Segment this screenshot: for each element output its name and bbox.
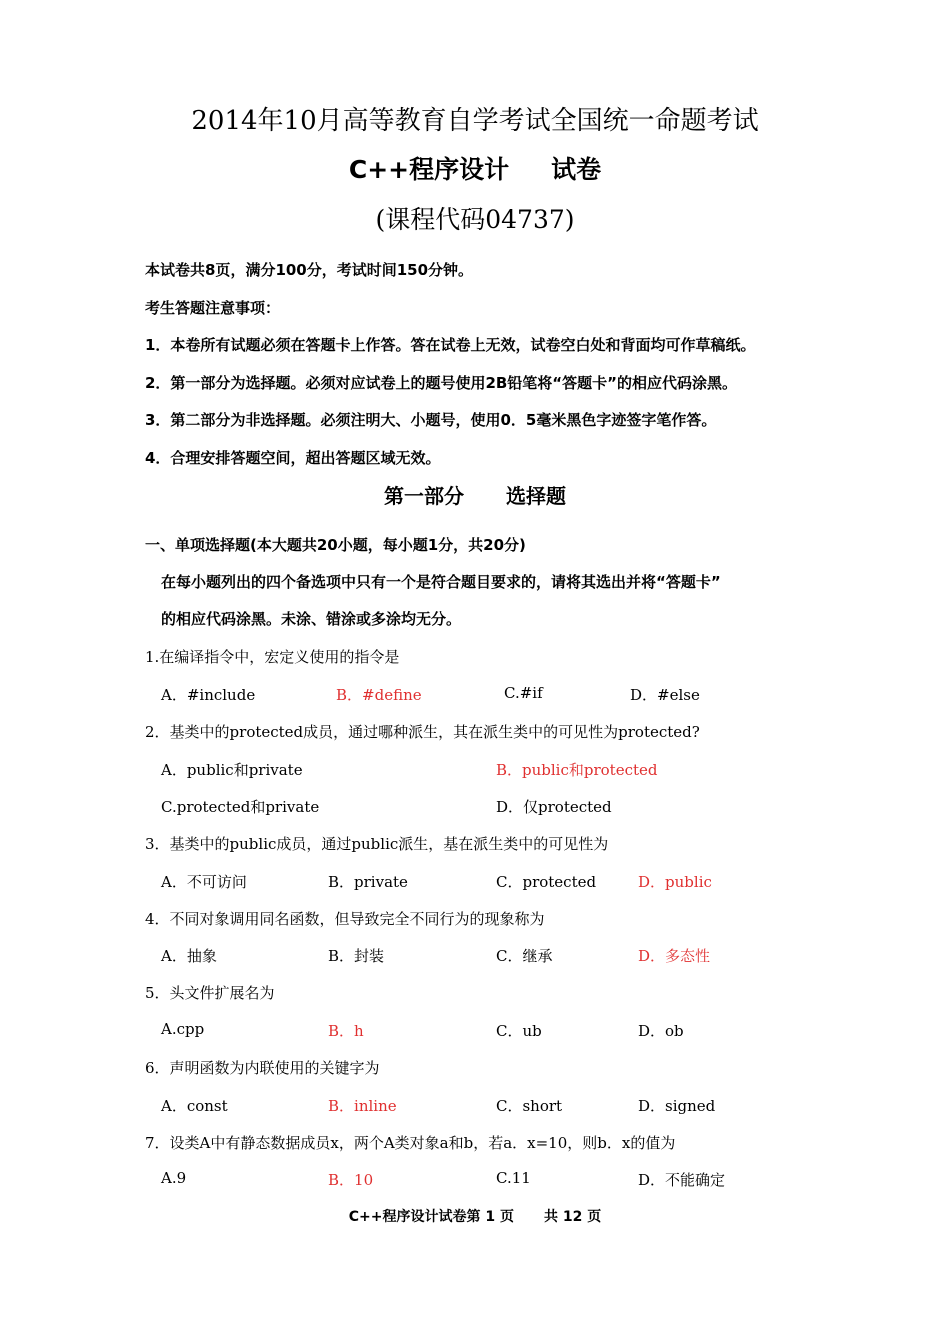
question-6-option-a: A．const xyxy=(161,1097,228,1115)
question-5-stem: 5．头文件扩展名为 xyxy=(145,984,275,1002)
question-4-stem: 4．不同对象调用同名函数，但导致完全不同行为的现象称为 xyxy=(145,910,545,928)
question-6-option-d: D．signed xyxy=(638,1097,716,1115)
question-1-option-a: A．#include xyxy=(161,686,256,704)
question-5-option-c: C．ub xyxy=(496,1022,542,1040)
section-title: 一、单项选择题(本大题共20小题，每小题1分，共20分) xyxy=(145,536,526,554)
exam-summary: 本试卷共8页，满分100分，考试时间150分钟。 xyxy=(145,261,474,279)
section-desc-line-1: 在每小题列出的四个备选项中只有一个是符合题目要求的，请将其选出并将“答题卡” xyxy=(161,573,721,591)
question-6-option-c: C．short xyxy=(496,1097,563,1115)
question-2-stem: 2．基类中的protected成员，通过哪种派生，其在派生类中的可见性为protected? xyxy=(145,723,700,741)
question-7-option-c: C.11 xyxy=(496,1169,531,1187)
note-2: 2．第一部分为选择题。必须对应试卷上的题号使用2B铅笔将“答题卡”的相应代码涂黑。 xyxy=(145,374,738,392)
question-7-option-d: D．不能确定 xyxy=(638,1171,726,1189)
question-4-option-d: D．多态性 xyxy=(638,947,711,965)
part-heading xyxy=(0,480,950,509)
question-1-option-d: D．#else xyxy=(630,686,700,704)
question-5-option-a: A.cpp xyxy=(161,1020,205,1038)
question-1-stem: 1.在编译指令中，宏定义使用的指令是 xyxy=(145,648,400,666)
question-2-option-d: D．仅protected xyxy=(496,798,612,816)
question-2-option-c: C.protected和private xyxy=(161,798,320,816)
question-3-stem: 3．基类中的public成员，通过public派生，基在派生类中的可见性为 xyxy=(145,835,609,853)
note-3: 3．第二部分为非选择题。必须注明大、小题号，使用0．5毫米黑色字迹签字笔作答。 xyxy=(145,411,717,429)
question-5-option-d: D．ob xyxy=(638,1022,684,1040)
exam-subject xyxy=(0,150,950,186)
question-2-option-b: B．public和protected xyxy=(496,761,658,779)
question-7-option-a: A.9 xyxy=(161,1169,187,1187)
part-label: 选择题 xyxy=(506,484,566,508)
note-1: 1．本卷所有试题必须在答题卡上作答。答在试卷上无效，试卷空白处和背面均可作草稿纸。 xyxy=(145,336,756,354)
notes-title: 考生答题注意事项： xyxy=(145,299,281,317)
exam-title: 2014年10月高等教育自学考试全国统一命题考试 xyxy=(191,106,759,136)
paper-label: 试卷 xyxy=(551,155,602,184)
note-4: 4．合理安排答题空间，超出答题区域无效。 xyxy=(145,449,441,467)
page-total: 共 12 页 xyxy=(544,1209,602,1225)
subject-name: C++程序设计 xyxy=(348,155,510,184)
question-3-option-d: D．public xyxy=(638,873,712,891)
page-number: C++程序设计试卷第 1 页 xyxy=(348,1209,514,1225)
question-7-option-b: B．10 xyxy=(328,1171,374,1189)
question-4-option-a: A．抽象 xyxy=(161,947,217,965)
question-4-option-c: C．继承 xyxy=(496,947,553,965)
part-name: 第一部分 xyxy=(384,484,464,508)
page-footer xyxy=(0,1206,950,1226)
question-3-option-c: C．protected xyxy=(496,873,597,891)
question-3-option-b: B．private xyxy=(328,873,408,891)
question-5-option-b: B．h xyxy=(328,1022,364,1040)
question-1-option-b: B．#define xyxy=(336,686,422,704)
question-7-stem: 7．设类A中有静态数据成员x，两个A类对象a和b，若a．x=10，则b．x的值为 xyxy=(145,1134,676,1152)
question-2-option-a: A．public和private xyxy=(161,761,303,779)
question-3-option-a: A．不可访问 xyxy=(161,873,247,891)
course-code: (课程代码04737) xyxy=(375,205,575,234)
section-desc-line-2: 的相应代码涂黑。未涂、错涂或多涂均无分。 xyxy=(161,610,462,628)
question-1-option-c: C.#if xyxy=(504,684,543,702)
question-6-option-b: B．inline xyxy=(328,1097,397,1115)
question-6-stem: 6．声明函数为内联使用的关键字为 xyxy=(145,1059,380,1077)
question-4-option-b: B．封装 xyxy=(328,947,385,965)
